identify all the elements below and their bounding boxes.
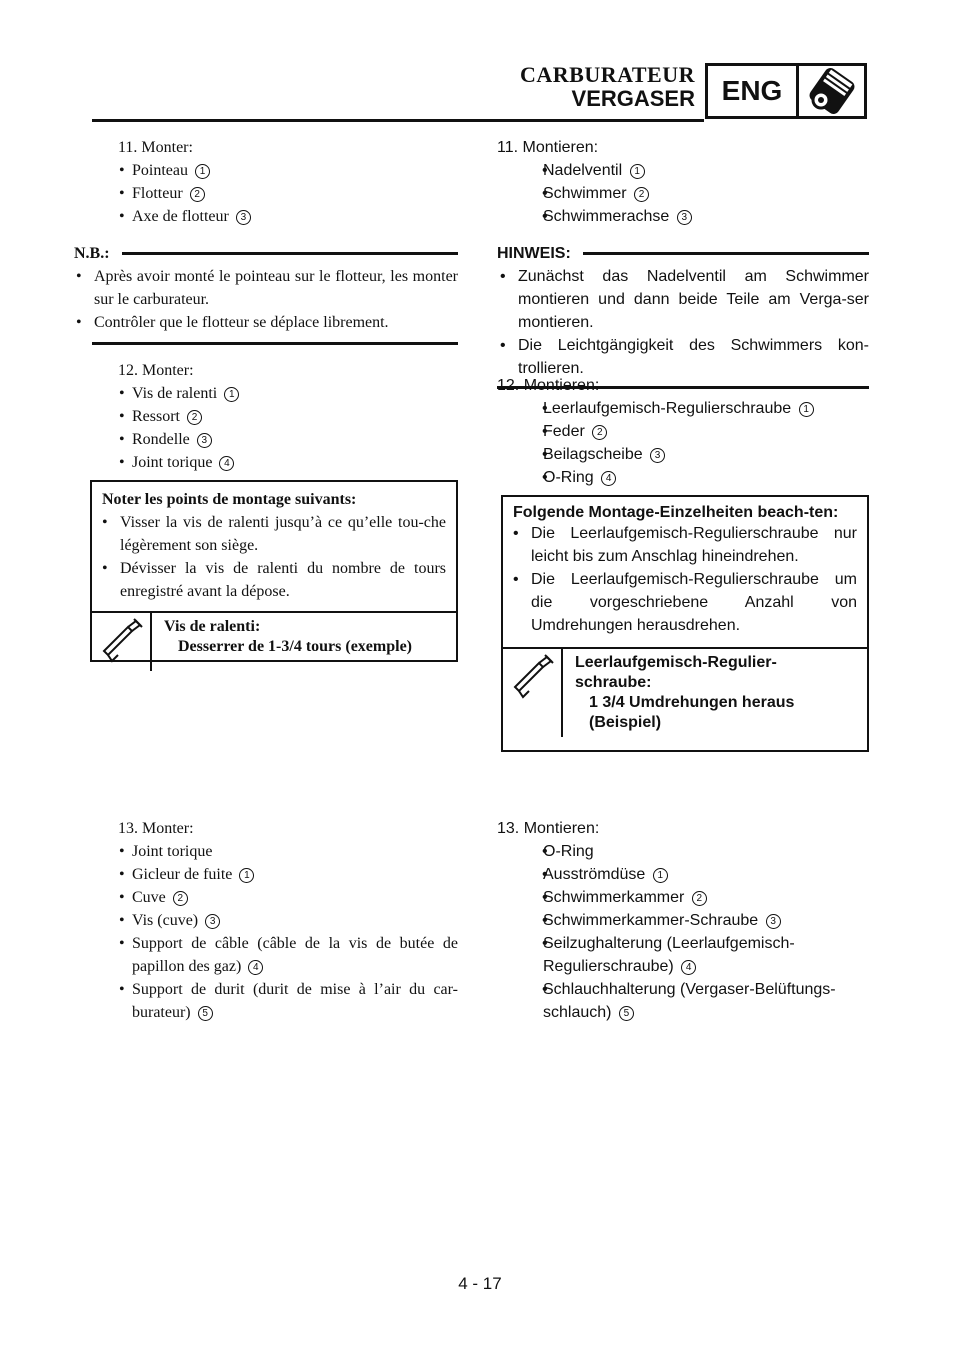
list-item: • Support de durit (durit de mise à l’air du car-burateur) 5 [74,978,458,1024]
fr-note-box [90,480,458,662]
spec-title: Vis de ralenti: [164,618,261,635]
list-item: • Support de câble (câble de la vis de butée de papillon des gaz) 4 [74,932,458,978]
box-heading: Folgende Montage-Einzelheiten beach-ten: [513,504,839,521]
de-step-12 [497,374,869,397]
list-item: • Leerlaufgemisch-Regulierschraube 1 [497,397,869,420]
de-step-13-block [497,817,869,1024]
step-title: 12. Monter: [118,362,194,379]
box-item: • Die Leerlaufgemisch-Regulierschraube um die vorgeschriebene Anzahl von Umdrehungen herausdrehen. [513,568,857,637]
section-badge [705,63,867,119]
list-item: • Joint torique [74,840,458,863]
fr-step-12-block [74,359,458,474]
note-item: • Après avoir monté le pointeau sur le flotteur, les monter sur le carburateur. [76,265,458,311]
fr-step-13-block [74,817,458,1024]
page-number: 4 - 17 [458,1274,502,1293]
list-item: • Gicleur de fuite 1 [74,863,458,886]
box-item: • Dévisser la vis de ralenti du nombre de tours enregistré avant la dépose. [102,557,446,603]
list-item: • Pointeau 1 [74,159,458,182]
list-item: • Seilzughalterung (Leerlaufgemisch-Regulierschraube) 4 [497,932,869,978]
fr-column [74,136,458,345]
list-item: • Beilagscheibe 3 [497,443,869,466]
step-title: 13. Montieren: [497,820,600,837]
engine-wrench-icon [799,66,864,116]
list-item: • Nadelventil 1 [497,159,869,182]
note-item: • Die Leichtgängigkeit des Schwimmers kon-trollieren. [500,334,869,380]
caliper-icon [503,649,563,737]
eng-label: ENG [708,66,799,116]
fr-step-13 [74,817,458,840]
list-item: • Schwimmerkammer-Schraube 3 [497,909,869,932]
box-item: • Visser la vis de ralenti jusqu’à ce qu’elle tou-che légèrement son siège. [102,511,446,557]
section-title-de: VERGASER [571,86,695,111]
step-title: 11. Monter: [118,139,193,156]
note-end-rule [92,342,458,345]
step-title: 12. Montieren: [497,377,600,394]
note-item: • Zunächst das Nadelventil am Schwimmer montieren und dann beide Teile am Verga-ser montieren. [500,265,869,334]
spec-title: Leerlaufgemisch-Regulier-schraube: [575,654,777,691]
spec-value: 1 3/4 Umdrehungen heraus (Beispiel) [589,694,795,731]
list-item: • Rondelle 3 [74,428,458,451]
spec-value: Desserrer de 1-3/4 tours (exemple) [178,638,412,655]
list-item: • Ressort 2 [74,405,458,428]
de-column [497,136,869,389]
de-step-11 [497,136,869,159]
list-item: • Schwimmerkammer 2 [497,886,869,909]
de-note-box [501,495,869,752]
de-step-13 [497,817,869,840]
list-item: • Vis (cuve) 3 [74,909,458,932]
list-item: • O-Ring 4 [497,466,869,489]
caliper-icon [92,613,152,671]
box-item: • Die Leerlaufgemisch-Regulierschraube nur leicht bis zum Anschlag hineindrehen. [513,522,857,568]
list-item: • Vis de ralenti 1 [74,382,458,405]
note-item: • Contrôler que le flotteur se déplace librement. [76,311,458,334]
fr-step-11 [74,136,458,159]
step-title: 13. Monter: [118,820,194,837]
list-item: • O-Ring [497,840,869,863]
list-item: • Flotteur 2 [74,182,458,205]
list-item: • Schlauchhalterung (Vergaser-Belüftungs-schlauch) 5 [497,978,869,1024]
fr-step-12 [74,359,458,382]
list-item: • Schwimmerachse 3 [497,205,869,228]
step-title: 11. Montieren: [497,139,599,156]
list-item: • Schwimmer 2 [497,182,869,205]
list-item: • Axe de flotteur 3 [74,205,458,228]
list-item: • Feder 2 [497,420,869,443]
list-item: • Cuve 2 [74,886,458,909]
list-item: • Joint torique 4 [74,451,458,474]
box-heading: Noter les points de montage suivants: [102,491,357,508]
list-item: • Ausströmdüse 1 [497,863,869,886]
note-header: N.B.: [74,242,458,265]
note-header: HINWEIS: [497,242,869,265]
de-step-12-block [497,374,869,489]
section-title-fr: CARBURATEUR [520,62,695,87]
header-rule [92,119,704,122]
